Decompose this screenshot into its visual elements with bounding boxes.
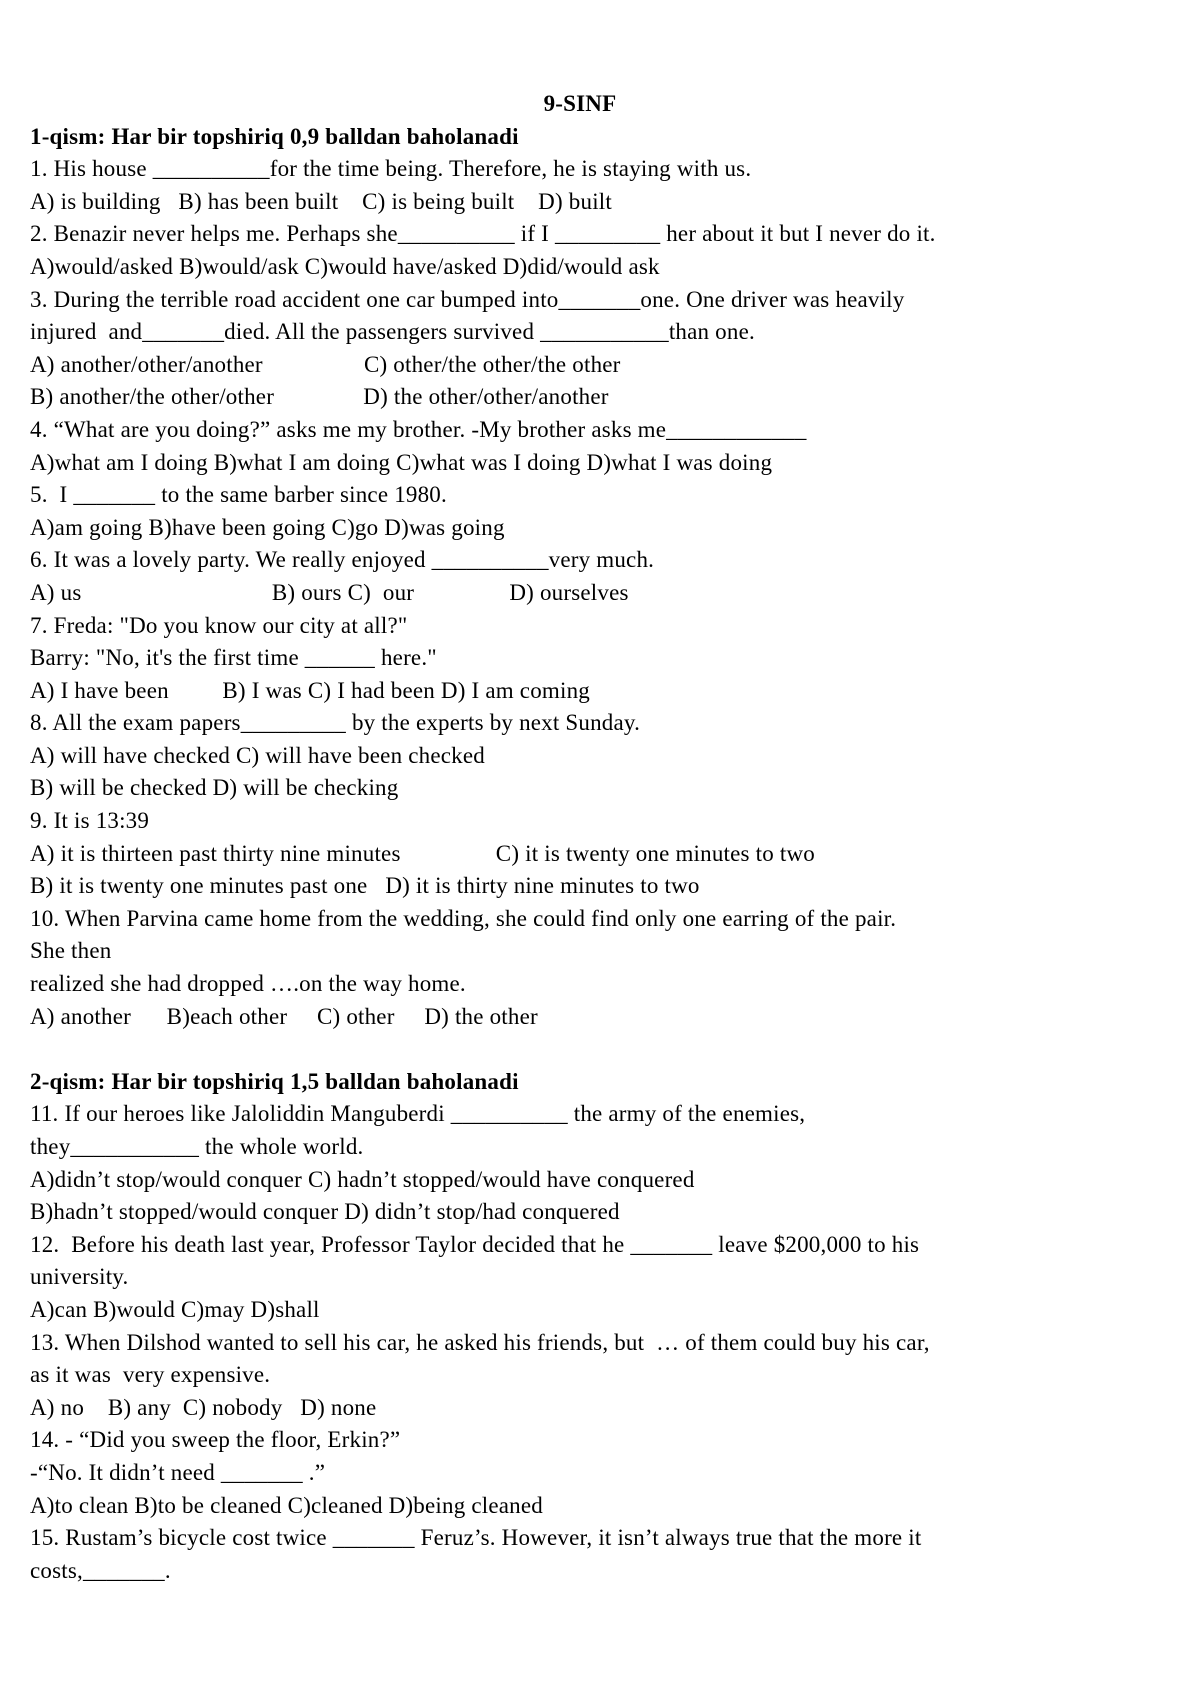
question-13-options: A) no B) any C) nobody D) none: [30, 1394, 377, 1420]
question-14-options: A)to clean B)to be cleaned C)cleaned D)being cleaned: [30, 1492, 543, 1518]
question-8: 8. All the exam papers_________ by the experts by next Sunday.: [30, 710, 641, 736]
question-12: 12. Before his death last year, Professor Taylor decided that he _______ leave $200,000 to his: [30, 1231, 920, 1257]
question-7-options: A) I have been B) I was C) I had been D) I am coming: [30, 677, 590, 703]
question-2-options: A)would/asked B)would/ask C)would have/asked D)did/would ask: [30, 253, 660, 279]
question-14: 14. - “Did you sweep the floor, Erkin?”: [30, 1427, 401, 1453]
section-1: [30, 121, 1170, 1034]
question-11-options-a-c: A)didn’t stop/would conquer C) hadn’t stopped/would have conquered: [30, 1166, 695, 1192]
question-2: 2. Benazir never helps me. Perhaps she__________ if I _________ her about it but I never do it.: [30, 221, 936, 247]
question-6: 6. It was a lovely party. We really enjoyed __________very much.: [30, 547, 655, 573]
question-9-options-b-d: B) it is twenty one minutes past one D) it is thirty nine minutes to two: [30, 873, 700, 899]
question-5: 5. I _______ to the same barber since 1980.: [30, 482, 447, 508]
section-2: [30, 1066, 1170, 1588]
question-15-continued: costs,_______.: [30, 1557, 171, 1583]
question-3: 3. During the terrible road accident one car bumped into_______one. One driver was heavily: [30, 286, 905, 312]
question-12-continued: university.: [30, 1264, 129, 1290]
question-15: 15. Rustam’s bicycle cost twice _______ Feruz’s. However, it isn’t always true that the more it: [30, 1525, 922, 1551]
question-1-options: A) is building B) has been built C) is being built D) built: [30, 188, 612, 214]
question-11-options-b-d: B)hadn’t stopped/would conquer D) didn’t stop/had conquered: [30, 1199, 620, 1225]
question-14-continued: -“No. It didn’t need _______ .”: [30, 1459, 326, 1485]
question-1: 1. His house __________for the time being. Therefore, he is staying with us.: [30, 156, 752, 182]
section-spacer: [30, 1033, 1170, 1066]
question-7-continued: Barry: "No, it's the first time ______ here.": [30, 645, 437, 671]
question-7: 7. Freda: "Do you know our city at all?": [30, 612, 408, 638]
section-heading: 2-qism: Har bir topshiriq 1,5 balldan baholanadi: [30, 1068, 519, 1094]
question-11-continued: they___________ the whole world.: [30, 1134, 364, 1159]
section-heading: 1-qism: Har bir topshiriq 0,9 balldan baholanadi: [30, 123, 519, 149]
page-title: 9-SINF: [543, 91, 617, 116]
question-10-options: A) another B)each other C) other D) the other: [30, 1003, 538, 1029]
question-10: 10. When Parvina came home from the wedding, she could find only one earring of the pair.: [30, 905, 897, 931]
question-8-options-b-d: B) will be checked D) will be checking: [30, 775, 399, 801]
question-4: 4. “What are you doing?” asks me my brother. -My brother asks me____________: [30, 416, 807, 442]
question-3-options-a-c: A) another/other/another C) other/the other/the other: [30, 351, 621, 377]
question-13: 13. When Dilshod wanted to sell his car, he asked his friends, but … of them could buy his car,: [30, 1329, 930, 1355]
question-10-continued-2: realized she had dropped ….on the way home.: [30, 971, 466, 997]
question-3-continued: injured and_______died. All the passengers survived ___________than one.: [30, 319, 755, 345]
question-9-options-a-c: A) it is thirteen past thirty nine minutes C) it is twenty one minutes to two: [30, 840, 815, 866]
question-9: 9. It is 13:39: [30, 808, 150, 834]
question-5-options: A)am going B)have been going C)go D)was going: [30, 514, 505, 540]
question-6-options: A) us B) ours C) our D) ourselves: [30, 579, 629, 605]
question-8-options-a-c: A) will have checked C) will have been checked: [30, 742, 485, 768]
question-13-continued: as it was very expensive.: [30, 1362, 271, 1388]
question-12-options: A)can B)would C)may D)shall: [30, 1296, 320, 1322]
question-10-continued: She then: [30, 938, 112, 964]
worksheet-page: [30, 88, 1170, 1587]
question-3-options-b-d: B) another/the other/other D) the other/other/another: [30, 384, 609, 410]
question-4-options: A)what am I doing B)what I am doing C)what was I doing D)what I was doing: [30, 449, 773, 475]
question-11: 11. If our heroes like Jaloliddin Manguberdi __________ the army of the enemies,: [30, 1101, 806, 1127]
